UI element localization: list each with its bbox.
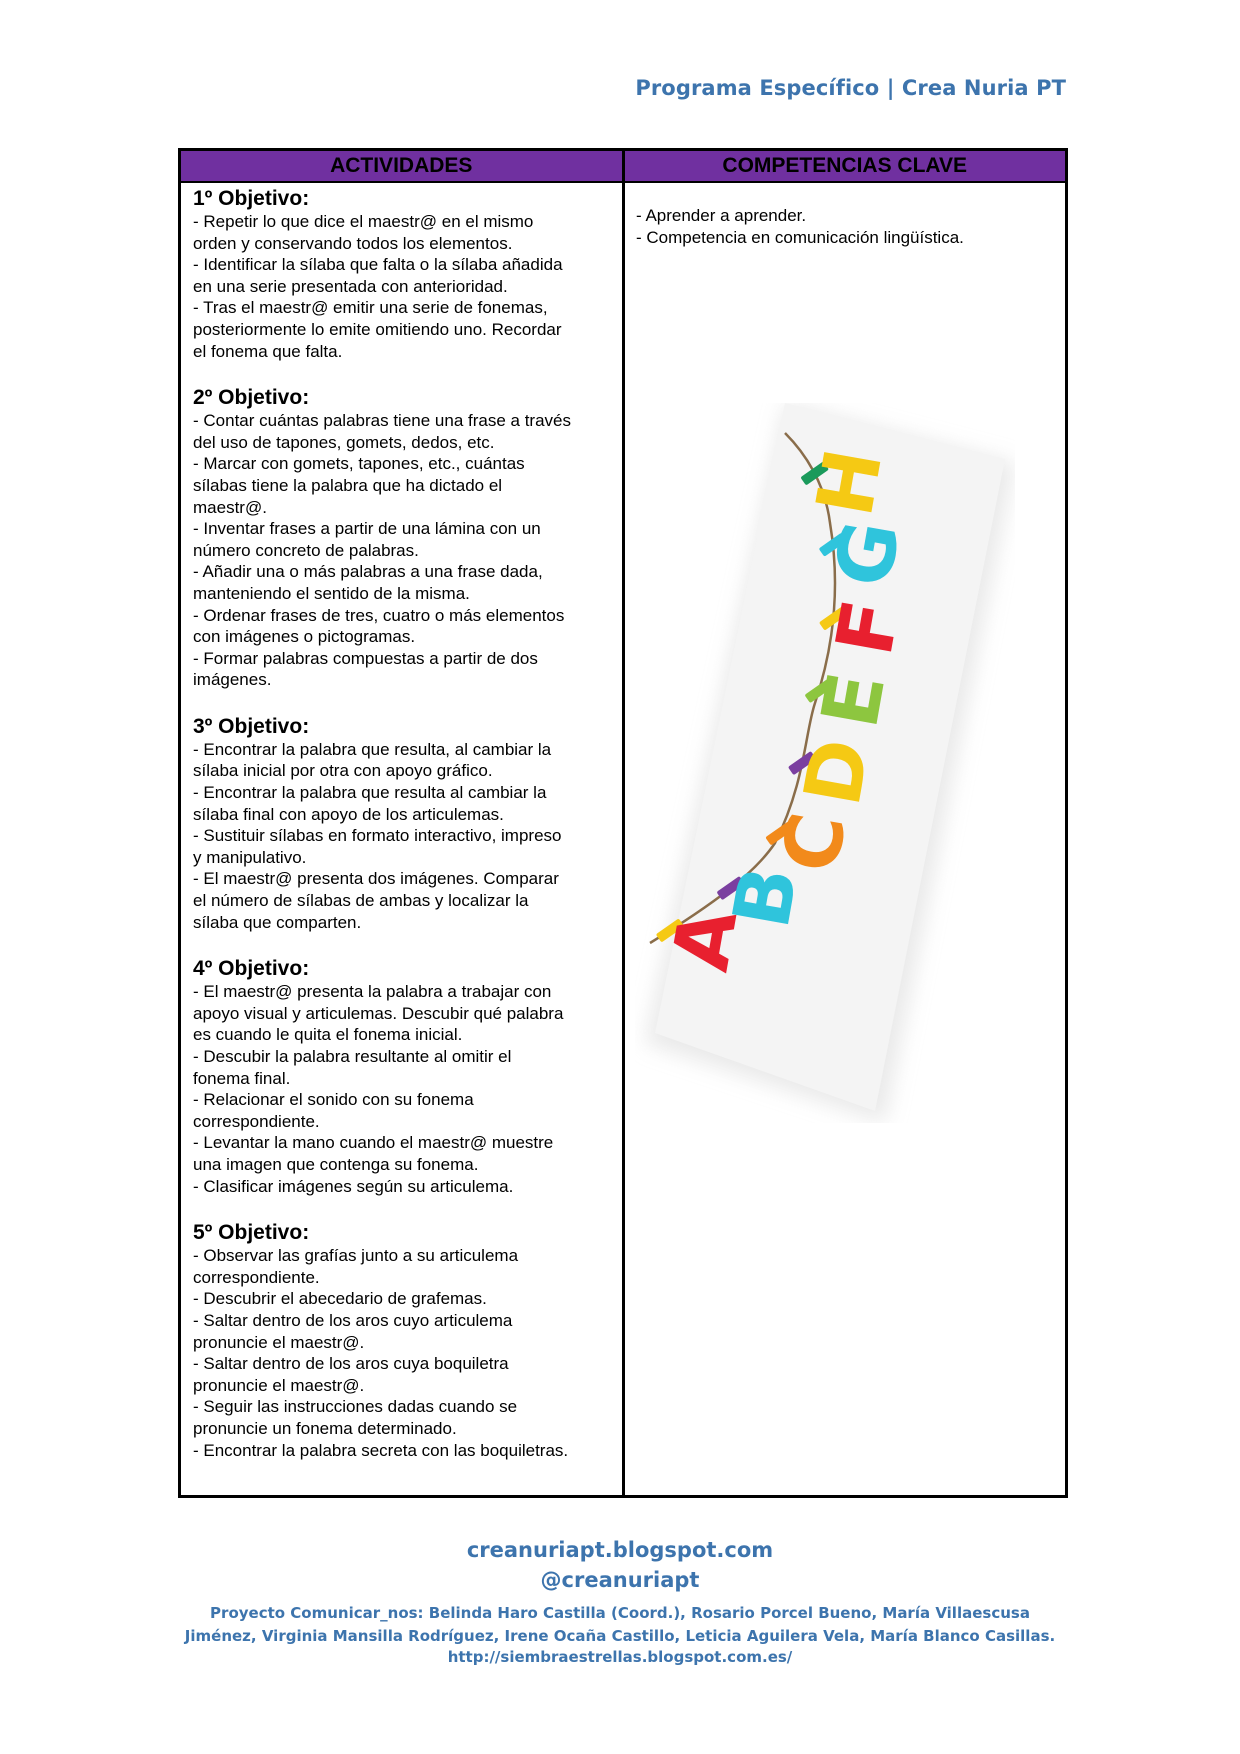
activity-line: pronuncie el maestr@. xyxy=(193,1375,365,1395)
activity-line: el fonema que falta. xyxy=(193,341,343,361)
garland-letter: A xyxy=(656,902,756,978)
activity-line: correspondiente. xyxy=(193,1267,320,1287)
activity-line: - Clasificar imágenes según su articulema. xyxy=(193,1176,514,1196)
objective-title: 4º Objetivo: xyxy=(193,957,310,981)
objective-title: 1º Objetivo: xyxy=(193,187,310,210)
activity-line: en una serie presentada con anterioridad. xyxy=(193,276,508,296)
competencies-list xyxy=(636,205,1055,249)
activity-line: es cuando le quita el fonema inicial. xyxy=(193,1025,463,1045)
garland-letter: D xyxy=(787,732,888,813)
activity-line: - Saltar dentro de los aros cuyo articulema xyxy=(193,1310,513,1330)
activity-line: - Saltar dentro de los aros cuya boquiletra xyxy=(193,1354,509,1374)
activity-line: - Observar las grafías junto a su articulema xyxy=(193,1246,519,1266)
garland-letter: H xyxy=(800,442,901,523)
activity-line: sílabas tiene la palabra que ha dictado el xyxy=(193,475,503,495)
activity-line: sílaba inicial por otra con apoyo gráfico. xyxy=(193,761,493,781)
garland-letter: G xyxy=(818,514,919,594)
table-body xyxy=(181,183,1065,1495)
garland-letter: C xyxy=(765,806,865,879)
page-header: Programa Específico | Crea Nuria PT xyxy=(635,76,1066,100)
activity-line: sílaba final con apoyo de los articulemas. xyxy=(193,804,504,824)
activities-table xyxy=(178,148,1068,1498)
column-header-competencies: COMPETENCIAS CLAVE xyxy=(722,154,968,177)
activity-line: - Encontrar la palabra que resulta al cambiar la xyxy=(193,783,547,803)
footer-link[interactable]: http://siembraestrellas.blogspot.com.es/ xyxy=(447,1648,793,1666)
activity-line: posteriormente lo emite omitiendo uno. Recordar xyxy=(193,319,562,339)
garland-letter: F xyxy=(819,593,918,662)
activity-line: sílaba que comparten. xyxy=(193,912,362,932)
objective-title: 3º Objetivo: xyxy=(193,714,310,738)
activity-line: - Identificar la sílaba que falta o la sílaba añadida xyxy=(193,255,563,275)
activity-line: - Levantar la mano cuando el maestr@ muestre xyxy=(193,1133,554,1153)
competencies-column xyxy=(625,183,1065,1495)
activity-line: y manipulativo. xyxy=(193,847,307,867)
activity-line: manteniendo el sentido de la misma. xyxy=(193,583,470,603)
activity-line: - Encontrar la palabra secreta con las boquiletras. xyxy=(193,1440,569,1460)
table-header-row xyxy=(181,151,1065,183)
activity-line: - Marcar con gomets, tapones, etc., cuántas xyxy=(193,454,525,474)
column-header-activities: ACTIVIDADES xyxy=(181,151,625,181)
activity-line: - Repetir lo que dice el maestr@ en el mismo xyxy=(193,212,534,231)
footer-handle: @creanuriapt xyxy=(540,1568,700,1592)
competency-item: - Competencia en comunicación lingüística. xyxy=(636,228,964,247)
activity-line: - Relacionar el sonido con su fonema xyxy=(193,1090,474,1110)
footer-credits: Proyecto Comunicar_nos: Belinda Haro Castilla (Coord.), Rosario Porcel Bueno, María Villaescusa Jiménez, Virginia Mansilla Rodríguez, Irene Ocaña Castillo, Leticia Aguilera Vela, María Blanco Casillas. xyxy=(184,1604,1056,1645)
activity-line: imágenes. xyxy=(193,670,272,690)
objective-title: 5º Objetivo: xyxy=(193,1221,310,1245)
objective-block xyxy=(193,957,612,1197)
footer-blog-url[interactable]: creanuriapt.blogspot.com xyxy=(466,1538,774,1562)
activity-line: - Añadir una o más palabras a una frase dada, xyxy=(193,562,543,582)
activity-line: con imágenes o pictogramas. xyxy=(193,627,416,647)
activity-line: - Encontrar la palabra que resulta, al cambiar la xyxy=(193,739,552,759)
activity-line: el número de sílabas de ambas y localizar la xyxy=(193,891,529,911)
activity-line: maestr@. xyxy=(193,497,267,517)
objective-block xyxy=(193,187,612,362)
activity-line: pronuncie el maestr@. xyxy=(193,1332,365,1352)
objective-block xyxy=(193,386,612,691)
activity-line: - Contar cuántas palabras tiene una frase a través xyxy=(193,411,571,431)
garland-letter: B xyxy=(716,860,816,935)
activity-line: - Sustituir sílabas en formato interactivo, impreso xyxy=(193,826,562,846)
activity-line: - Descubrir el abecedario de grafemas. xyxy=(193,1289,487,1309)
activity-line: orden y conservando todos los elementos. xyxy=(193,233,513,253)
activity-line: apoyo visual y articulemas. Descubir qué palabra xyxy=(193,1003,564,1023)
activities-column xyxy=(181,183,625,1495)
activity-line: una imagen que contenga su fonema. xyxy=(193,1154,479,1174)
activity-line: - Formar palabras compuestas a partir de dos xyxy=(193,648,538,668)
activity-line: correspondiente. xyxy=(193,1111,320,1131)
activity-line: - El maestr@ presenta dos imágenes. Comparar xyxy=(193,869,559,889)
objective-block xyxy=(193,715,612,933)
objective-block xyxy=(193,1221,612,1461)
activity-line: - Descubir la palabra resultante al omitir el xyxy=(193,1047,512,1066)
activity-line: - Ordenar frases de tres, cuatro o más elementos xyxy=(193,605,565,625)
activity-line: número concreto de palabras. xyxy=(193,540,419,560)
competency-item: - Aprender a aprender. xyxy=(636,206,807,225)
activity-line: fonema final. xyxy=(193,1068,291,1088)
activity-line: - Inventar frases a partir de una lámina con un xyxy=(193,519,541,539)
activity-line: - El maestr@ presenta la palabra a trabajar con xyxy=(193,982,552,1002)
garland-letter: E xyxy=(805,666,904,735)
activity-line: - Tras el maestr@ emitir una serie de fonemas, xyxy=(193,298,548,318)
activity-line: pronuncie un fonema determinado. xyxy=(193,1418,457,1438)
activity-line: del uso de tapones, gomets, dedos, etc. xyxy=(193,432,495,452)
objective-title: 2º Objetivo: xyxy=(193,386,310,410)
activity-line: - Seguir las instrucciones dadas cuando se xyxy=(193,1397,518,1417)
alphabet-garland-image xyxy=(635,403,1015,1123)
